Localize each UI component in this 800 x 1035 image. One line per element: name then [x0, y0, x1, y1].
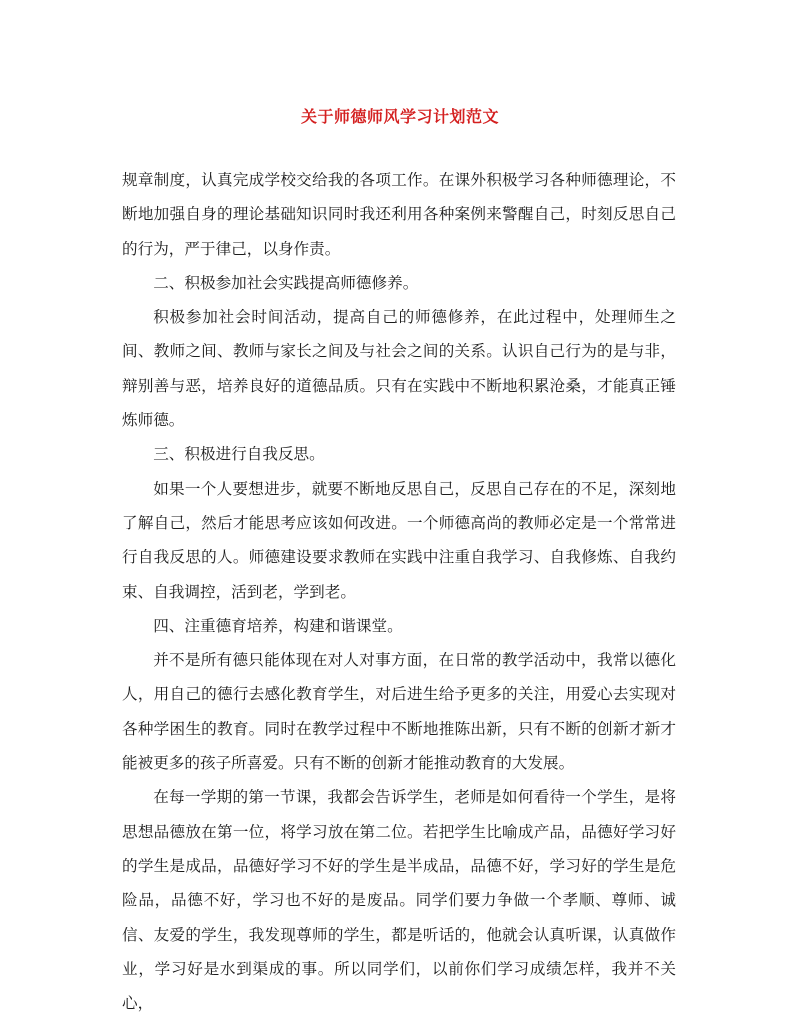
- document-title: 关于师德师风学习计划范文: [300, 107, 499, 126]
- section-heading-3: 三、积极进行自我反思。: [153, 445, 325, 464]
- section-heading-4: 四、注重德育培养，构建和谐课堂。: [153, 616, 403, 635]
- paragraph-1: 规章制度，认真完成学校交给我的各项工作。在课外积极学习各种师德理论，不断地加强自身的理论基础知识同时我还利用各种案例来警醒自己，时刻反思自己的行为，严于律己，以身作责。: [122, 171, 676, 258]
- document-body: [122, 163, 676, 1020]
- paragraph-4: 并不是所有德只能体现在对人对事方面，在日常的教学活动中，我常以德化人，用自己的德行去感化教育学生，对后进生给予更多的关注，用爱心去实现对各种学困生的教育。同时在教学过程中不断地推陈出新，只有不断的创新才新才能被更多的孩子所喜爱。只有不断的创新才能推动教育的大发展。: [122, 651, 676, 773]
- paragraph-5: 在每一学期的第一节课，我都会告诉学生，老师是如何看待一个学生，是将思想品德放在第一位，将学习放在第二位。若把学生比喻成产品，品德好学习好的学生是成品，品德好学习不好的学生是半成品，品德不好，学习好的学生是危险品，品德不好，学习也不好的是废品。同学们要力争做一个孝顺、尊师、诚信、友爱的学生，我发现尊师的学生，都是听话的，他就会认真听课，认真做作业，学习好是水到渠成的事。所以同学们，以前你们学习成绩怎样，我并不关心，: [122, 788, 676, 1013]
- section-heading-2: 二、积极参加社会实践提高师德修养。: [153, 273, 419, 292]
- paragraph-3: 如果一个人要想进步，就要不断地反思自己，反思自己存在的不足，深刻地了解自己，然后才能思考应该如何改进。一个师德高尚的教师必定是一个常常进行自我反思的人。师德建设要求教师在实践中注重自我学习、自我修炼、自我约束、自我调控，活到老，学到老。: [122, 479, 676, 601]
- paragraph-2: 积极参加社会时间活动，提高自己的师德修养，在此过程中，处理师生之间、教师之间、教师与家长之间及与社会之间的关系。认识自己行为的是与非，辩别善与恶，培养良好的道德品质。只有在实践中不断地积累沧桑，才能真正锤炼师德。: [122, 308, 676, 430]
